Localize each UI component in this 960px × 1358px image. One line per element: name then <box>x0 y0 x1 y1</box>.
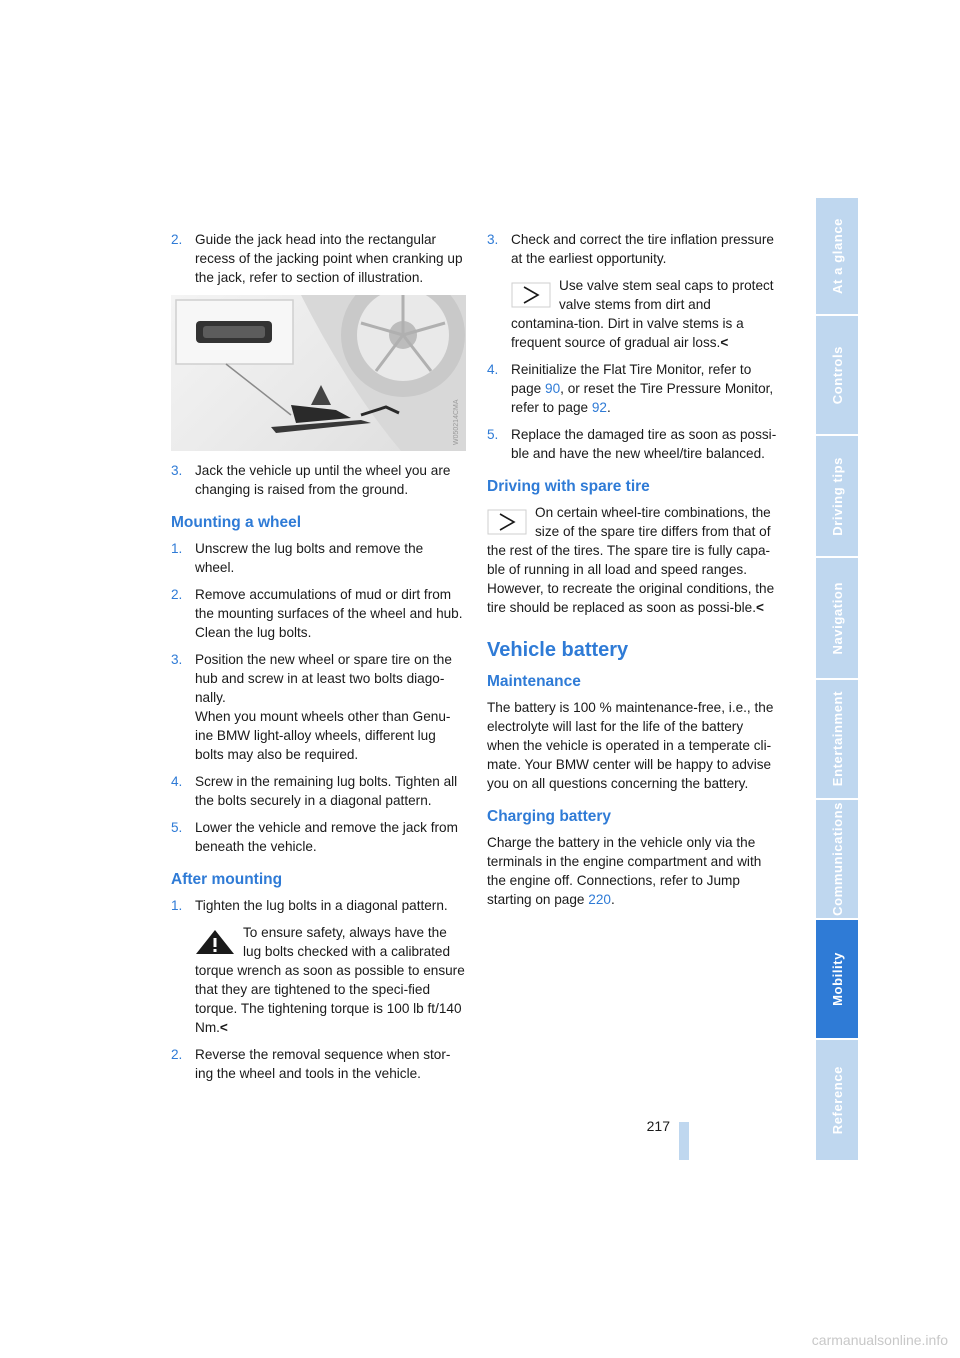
after-step-1 <box>171 896 466 915</box>
left-column <box>171 230 466 1091</box>
step-number: 1. <box>171 541 183 556</box>
step-2-jack-head <box>171 230 466 287</box>
mounting-heading: Mounting a wheel <box>171 514 302 531</box>
valve-cap-note <box>511 276 779 352</box>
step-text: Tighten the lug bolts in a diagonal pattern. <box>195 898 448 913</box>
spare-tire-heading: Driving with spare tire <box>487 478 650 495</box>
page-link-220[interactable]: 220 <box>588 892 611 907</box>
figure-code: W050214CMA <box>453 399 460 445</box>
step-number: 3. <box>487 232 499 247</box>
tab-mobility[interactable] <box>816 920 858 1038</box>
text-segment: . <box>606 400 611 415</box>
mounting-step <box>171 650 466 764</box>
step-text: Reverse the removal sequence when stor-ing the wheel and tools in the vehicle. <box>195 1047 451 1081</box>
tab-label: Reference <box>829 1065 845 1135</box>
charging-text <box>487 833 779 909</box>
step-number: 2. <box>171 232 183 247</box>
spare-tire-note <box>487 503 779 617</box>
step-number: 4. <box>171 774 183 789</box>
step-number: 2. <box>171 587 183 602</box>
tab-controls[interactable] <box>816 316 858 434</box>
mounting-step <box>171 818 466 856</box>
step-text <box>511 360 779 417</box>
warning-text: To ensure safety, always have the lug bolts checked with a calibrated torque wrench as soon as possible to ensure that they are tightened to the speci-fied torque. The tightening torque is 100 lb ft/140 Nm. <box>195 925 465 1035</box>
step-3-jack-up <box>171 461 466 499</box>
charging-heading: Charging battery <box>487 808 612 825</box>
mounting-step <box>171 772 466 810</box>
step-number: 4. <box>487 362 499 377</box>
mounting-step <box>171 585 466 642</box>
step-number: 5. <box>487 427 499 442</box>
page-number-bar <box>679 1122 689 1160</box>
step-4-reinitialize <box>487 360 779 417</box>
step-number: 3. <box>171 652 183 667</box>
step-text: Replace the damaged tire as soon as possi-ble and have the new wheel/tire balanced. <box>511 427 777 461</box>
step-number: 3. <box>171 463 183 478</box>
tab-label: Navigation <box>829 581 845 655</box>
text-segment: . <box>610 892 615 907</box>
end-mark: < <box>756 600 764 615</box>
step-text: Guide the jack head into the rectangular recess of the jacking point when cranking up the jack, refer to section of illustration. <box>195 232 463 285</box>
note-text: On certain wheel-tire combinations, the size of the spare tire differs from that of the rest of the tires. The spare tire is fully capa-ble of running in all load and speed ranges. However, to recreate the original conditions, the tire should be replaced as soon as possi-ble. <box>487 505 775 615</box>
step-number: 2. <box>171 1047 183 1062</box>
step-text: Jack the vehicle up until the wheel you are changing is raised from the ground. <box>195 463 451 497</box>
tab-reference[interactable] <box>816 1040 858 1160</box>
tab-label: Entertainment <box>829 691 845 787</box>
torque-warning <box>195 923 466 1037</box>
text-segment: Charge the battery in the vehicle only via the terminals in the engine compartment and with the engine off. Connections, refer to Jump starting on page <box>487 835 762 907</box>
step-text: Position the new wheel or spare tire on the hub and screw in at least two bolts diago-nally. <box>195 652 452 705</box>
tab-at-a-glance[interactable] <box>816 198 858 314</box>
tab-communications[interactable] <box>816 800 858 918</box>
tab-label: Communications <box>829 802 845 916</box>
tab-entertainment[interactable] <box>816 680 858 798</box>
step-text: Lower the vehicle and remove the jack from beneath the vehicle. <box>195 820 458 854</box>
tab-driving-tips[interactable] <box>816 436 858 556</box>
step-text: Unscrew the lug bolts and remove the wheel. <box>195 541 424 575</box>
jack-illustration <box>171 295 466 451</box>
end-mark: < <box>720 335 729 350</box>
chapter-sidebar <box>816 198 858 1160</box>
jack-illustration-graphic <box>171 295 466 451</box>
after-mounting-heading: After mounting <box>171 871 283 888</box>
watermark: carmanualsonline.info <box>811 1332 948 1348</box>
tab-label: At a glance <box>829 218 845 294</box>
vehicle-battery-heading: Vehicle battery <box>487 639 629 661</box>
step-extra-text: When you mount wheels other than Genu-ine BMW light-alloy wheels, different lug bolts may also be required. <box>195 709 451 762</box>
step-number: 1. <box>171 898 183 913</box>
step-5-replace-tire <box>487 425 779 463</box>
page-link-90[interactable]: 90 <box>545 381 561 396</box>
tab-label: Driving tips <box>829 456 845 536</box>
maintenance-text: The battery is 100 % maintenance-free, i.e., the electrolyte will last for the life of the battery when the vehicle is operated in a temperate cli-mate. Your BMW center will be happy to advise you on all questions concerning the battery. <box>487 700 774 791</box>
step-text: Remove accumulations of mud or dirt from the mounting surfaces of the wheel and hub. Clean the lug bolts. <box>195 587 463 640</box>
text-segment: , or reset the Tire Pressure Monitor, refer to page <box>511 381 774 415</box>
mounting-step <box>171 539 466 577</box>
tab-navigation[interactable] <box>816 558 858 678</box>
maintenance-heading: Maintenance <box>487 673 581 690</box>
note-arrow-icon <box>511 282 551 308</box>
after-step-2 <box>171 1045 466 1083</box>
step-3-check-pressure <box>487 230 779 268</box>
text-segment: Reinitialize the Flat Tire Monitor, refer to page <box>511 362 752 396</box>
step-text: Screw in the remaining lug bolts. Tighten all the bolts securely in a diagonal pattern. <box>195 774 458 808</box>
note-arrow-icon <box>487 509 527 535</box>
page-link-92[interactable]: 92 <box>591 400 607 415</box>
right-column <box>487 230 779 917</box>
page-number: 217 <box>646 1118 670 1134</box>
end-mark: < <box>219 1020 228 1035</box>
note-text: Use valve stem seal caps to protect valve stems from dirt and contamina-tion. Dirt in valve stems is a frequent source of gradual air loss. <box>511 278 774 350</box>
step-text: Check and correct the tire inflation pressure at the earliest opportunity. <box>511 232 774 266</box>
step-number: 5. <box>171 820 183 835</box>
tab-label: Mobility <box>829 952 845 1006</box>
tab-label: Controls <box>829 345 845 405</box>
warning-triangle-icon <box>195 929 235 955</box>
